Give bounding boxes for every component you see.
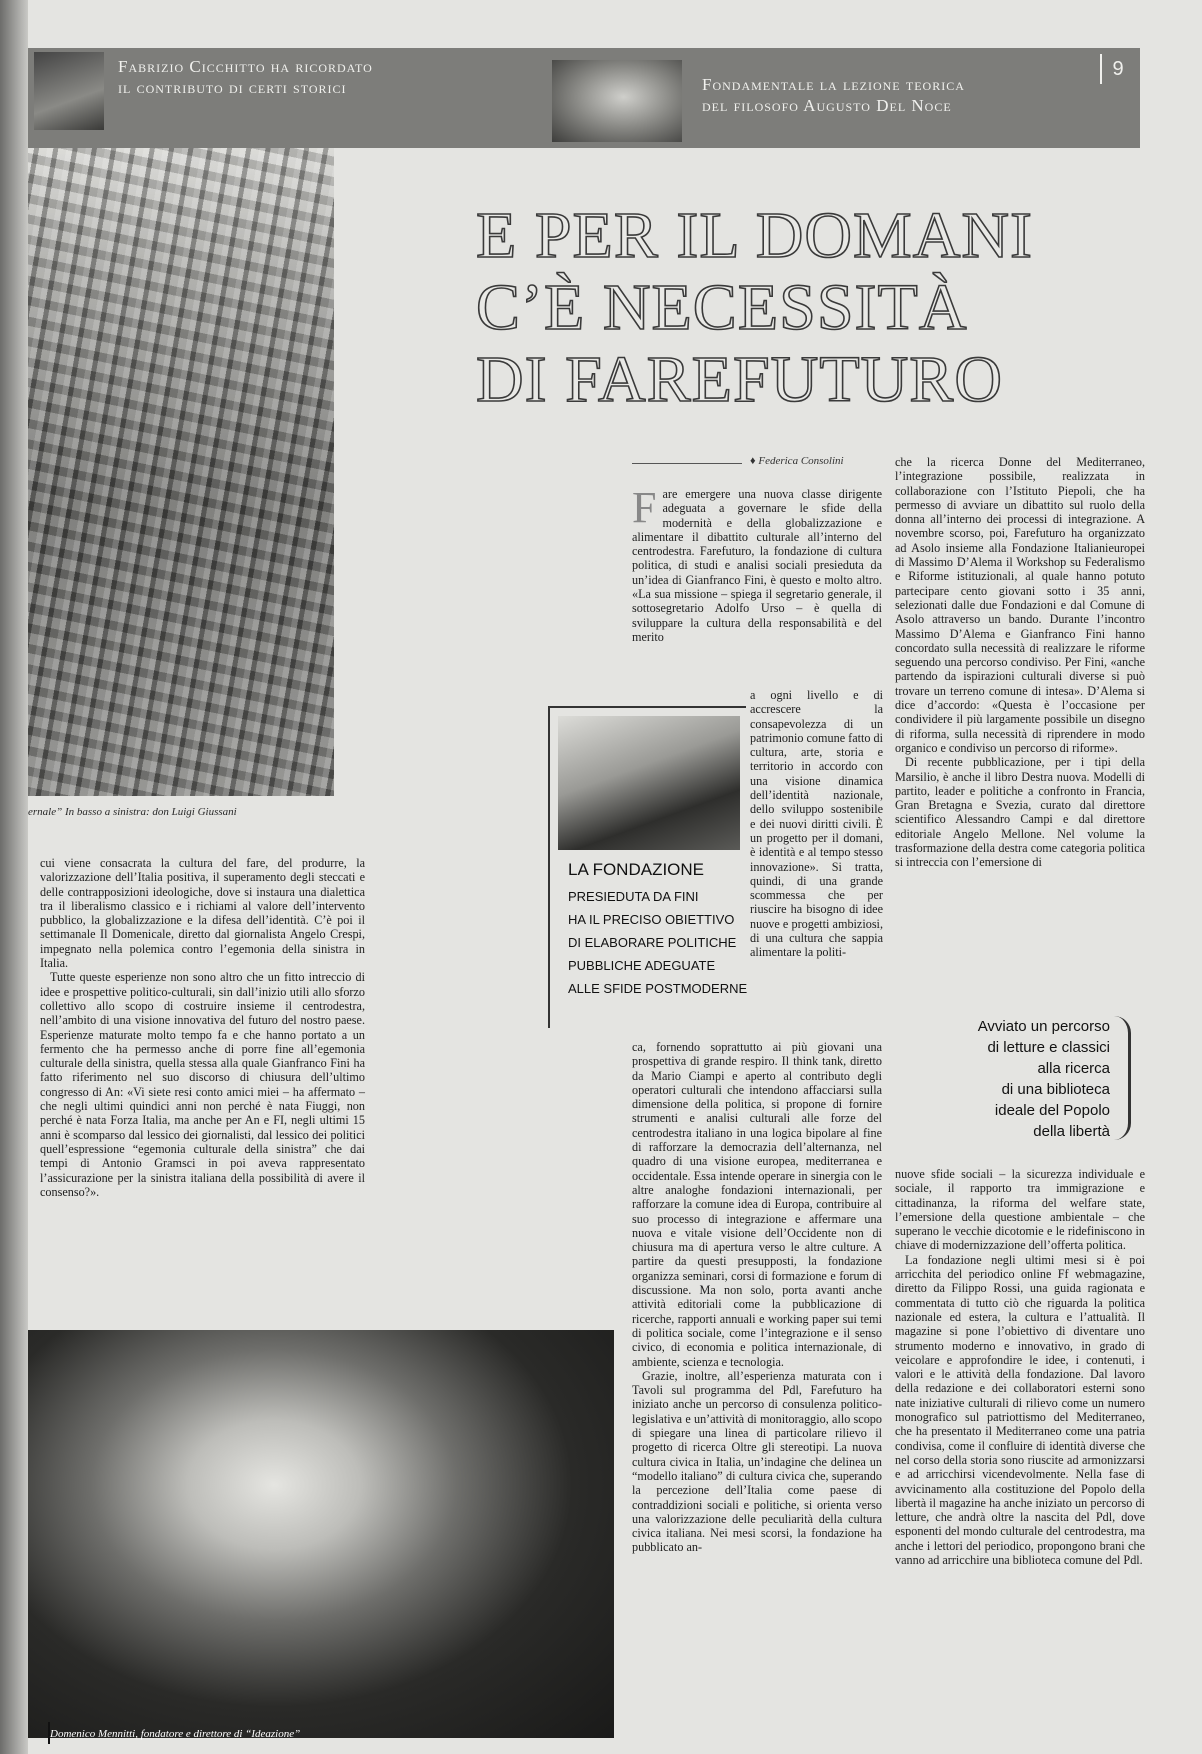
byline-rule xyxy=(632,463,742,464)
column-middle-paragraph: Grazie, inoltre, all’esperienza maturata con i Tavoli sul programma del Pdl, Farefuturo ha iniziato anche un percorso di consulenza politico-legislativa e un’attività di monitoraggio, allo scopo di spiegare una linea di particolare rilievo il progetto di ricerca Oltre gli stereotipi. La nuova cultura civica in Italia, un’indagine che delinea un “modello italiano” di cultura civica che, superando la percezione dell’Italia come paese di contraddizioni sociali e politiche, si orienta verso una valorizzazione delle peculiarità della cultura civica italiana. Nei mesi scorsi, la fondazione ha pubblicato an- xyxy=(632,1368,882,1555)
side-quote-line: della libertà xyxy=(1033,1123,1110,1140)
column-left-paragraph: Tutte queste esperienze non sono altro che un fitto intreccio di idee e prospettive politico-culturali, sin dall’inizio utili allo sforzo collettivo allo scopo di costruire insieme il centrodestra, nell’ambito di una visione innovativa del futuro del nostro paese. Esperienze maturate molto tempo fa e che hanno portato a un fermento che ha permesso anche di porre fine all’egemonia culturale della sinistra, quella stessa alla quale Gianfranco Fini ha fatto riferimento nel suo discorso di chiusura dell’ultimo congresso di An: «Vi siete resi conto amici miei – ha affermato – che negli ultimi quindici anni non perché è nata Fiuggi, non perché è nata Forza Italia, ma anche per An e FI, negli ultimi 15 anni è scomparso dal lessico dei giornalisti, dal lessico dei politici quell’espressione “egemonia culturale della sinistra” che dai tempi di Antonio Gramsci in poi aveva rappresentato l’assicurazione per la sinistra italiana della possibilità di avere il consenso?». xyxy=(40,970,365,1199)
pull-box-body xyxy=(568,885,748,1000)
column-right-paragraph: La fondazione negli ultimi mesi si è poi arricchita del periodico online Ff webmagazine, diretto da Filippo Rossi, una guida ragionata e commentata di tutto ciò che riguarda la politica nazionale ed estera, la cultura e l’attualità. Il magazine si pone l’obiettivo di diventare uno strumento moderno e innovativo, in grado di veicolare e approfondire le idee, i contenuti, i valori e le attività della fondazione. Dal lavoro della redazione e dei collaboratori esterni sono nate iniziative culturali di rilievo come un numero monografico sul patriottismo del Mediterraneo, che ha presentato il Mediterraneo come una patria condivisa, come il confluire di identità diverse che nel corso della storia sono riuscite ad armonizzarsi e ad arricchirsi vicendevolmente. Nella fase di avvicinamento alla costituzione del Popolo della libertà il magazine ha anche iniziato un percorso di letture, che andrà oltre la nascita del Pdl, dove esponenti del mondo culturale del centrodestra, ma anche i lettori del periodico, propongono brani che vanno ad arricchire una biblioteca comune del Pdl. xyxy=(895,1252,1145,1568)
side-quote-bracket xyxy=(1114,1016,1131,1140)
headline-line1: E PER IL DOMANI xyxy=(476,199,1034,272)
page-number: 9 xyxy=(1100,54,1134,84)
column-middle-top-text: are emergere una nuova classe dirigente adeguata a governare le sfide della modernità e della globalizzazione e alimentare il dibattito culturale all’interno del centrodestra. Farefuturo, la fondazione di cultura politica, di studi e analisi sociali presieduta da un’idea di Gianfranco Fini, è questo e molto altro. «La sua missione – spiega il segretario generale, il sottosegretario Adolfo Urso – è quella di sviluppare la cultura della responsabilità e del merito xyxy=(632,487,882,644)
headline-line3: DI FAREFUTURO xyxy=(476,343,1003,416)
portrait-photo xyxy=(28,1330,614,1738)
books-photo xyxy=(28,148,334,796)
kicker-left-line2: il contributo di certi storici xyxy=(118,78,347,97)
column-left xyxy=(40,856,365,1199)
kicker-left-line1: Fabrizio Cicchitto ha ricordato xyxy=(118,57,373,76)
pull-box-line: PUBBLICHE ADEGUATE xyxy=(568,958,716,973)
side-quote-line: ideale del Popolo xyxy=(994,1102,1110,1119)
column-middle-bottom xyxy=(632,1040,882,1555)
pull-box-line: ALLE SFIDE POSTMODERNE xyxy=(568,981,748,996)
byline: ♦ Federica Consolini xyxy=(750,455,844,467)
header-center-photo xyxy=(552,60,682,142)
pull-box-line: HA IL PRECISO OBIETTIVO xyxy=(568,912,735,927)
column-right-bottom xyxy=(895,1167,1145,1567)
pull-box-photo xyxy=(558,716,740,850)
kicker-left xyxy=(118,56,373,98)
headline xyxy=(476,200,1156,416)
column-middle-paragraph: ca, fornendo soprattutto ai più giovani una prospettiva di grande respiro. Il think tank, diretto da Mario Ciampi e aperto al contributo degli operatori culturali che intendono affacciarsi sulla dimensione della politica, si propone di fornire strumenti e analisi culturali alle forze del centrodestra italiano in una logica bipolare al fine di rafforzare la democrazia dell’alternanza, nel quadro di una visione europea, mediterranea e occidentale. Essa intende operare in sinergia con le altre analoghe fondazioni internazionali, per rafforzare la comune idea di Europa, contribuire al suo processo di integrazione e affermare una nuova e vitale visione dell’Occidente non di chiusura ma di apertura verso le altre culture. A partire da questi presupposti, la fondazione organizza seminari, corsi di formazione e forum di discussione. Ma non solo, porta avanti anche attività editoriali come la pubblicazione di ricerche, rapporti annuali e working paper sui temi di politica sociale, come l’integrazione e il senso civico, di economia e politica internazionale, di ambiente, scienza e tecnologia. xyxy=(632,1040,882,1369)
portrait-photo-caption: Domenico Mennitti, fondatore e direttore di “Ideazione” xyxy=(50,1728,301,1740)
kicker-right xyxy=(702,74,965,116)
side-quote-line: di letture e classici xyxy=(987,1039,1110,1056)
header-left-photo xyxy=(34,52,104,130)
column-right-paragraph: nuove sfide sociali – la sicurezza individuale e sociale, il rapporto tra immigrazione e cittadinanza, la riforma del welfare state, l’emersione della questione ambientale – che superano le vecchie dicotomie e le ridefiniscono in chiave di modernizzazione dell’offerta politica. xyxy=(895,1167,1145,1253)
drop-cap: F xyxy=(632,483,657,532)
page-binding-shadow xyxy=(0,0,28,1754)
books-photo-caption: ernale” In basso a sinistra: don Luigi Giussani xyxy=(28,806,237,818)
column-left-paragraph: cui viene consacrata la cultura del fare, del produrre, la valorizzazione dell’Italia positiva, il superamento degli steccati e delle contrapposizioni ideologiche, dove si instaura una dialettica tra il liberalismo classico e i richiami al valore dell’intervento pubblico, la globalizzazione e la difesa dell’identità. C’è poi il settimanale Il Domenicale, diretto dal giornalista Angelo Crespi, impegnato nella polemica contro l’egemonia della sinistra in Italia. xyxy=(40,856,365,971)
column-middle-beside-box xyxy=(750,688,883,960)
column-right-paragraph: che la ricerca Donne del Mediterraneo, l’integrazione possibile, realizzata in collaborazione con l’Istituto Piepoli, che ha permesso di avviare un dibattito sul ruolo della donna all’interno dei processi di integrazione. A novembre scorso, poi, Farefuturo ha organizzato ad Asolo insieme alla Fondazione Italianieuropei di Massimo D’Alema il Workshop su Federalismo e Riforme istituzionali, al quale hanno potuto partecipare cento giovani sotto i 35 anni, selezionati dalle due Fondazioni e dal Comune di Asolo attraverso un bando. Durante l’incontro Massimo D’Alema e Gianfranco Fini hanno concordato sulla necessità di realizzare le riforme seguendo una percorso condiviso. Per Fini, «anche partendo da ispirazioni culturali diverse si può trovare un terreno comune di intesa». D’Alema si dice d’accordo: «Questa è l’occasione per condividere il più largamente possibile un disegno di riforma, sulla necessità di riprendere in modo organico e condiviso un percorso di riforme». xyxy=(895,455,1145,755)
headline-line2: C’È NECESSITÀ xyxy=(476,271,968,344)
pull-box-title: LA FONDAZIONE xyxy=(568,860,705,879)
column-right-paragraph: Di recente pubblicazione, per i tipi della Marsilio, è anche il libro Destra nuova. Modelli di partito, leader e politiche a confronto in Francia, Gran Bretagna e Svezia, curato dal direttore scientifico Alessandro Campi e dal direttore editoriale Angelo Mellone. Nel volume la trasformazione della destra come categoria politica si intreccia con l’emersione di xyxy=(895,755,1145,870)
column-right-top xyxy=(895,455,1145,870)
kicker-right-line1: Fondamentale la lezione teorica xyxy=(702,75,965,94)
side-quote xyxy=(940,1016,1110,1142)
pull-box-line: PRESIEDUTA DA FINI xyxy=(568,889,699,904)
column-middle-top xyxy=(632,483,882,644)
side-quote-line: Avviato un percorso xyxy=(977,1018,1110,1035)
side-quote-line: alla ricerca xyxy=(1037,1060,1110,1077)
side-quote-line: di una biblioteca xyxy=(1001,1081,1110,1098)
pull-box-line: DI ELABORARE POLITICHE xyxy=(568,935,737,950)
column-middle-beside-box-text: a ogni livello e di accrescere la consapevolezza di un patrimonio comune fatto di cultura, arte, storia e territorio in accordo con una visione dinamica dell’identità nazionale, dello sviluppo sostenibile e dei nuovi diritti civili. È un progetto per il domani, è identità e al tempo stesso innovazione». Si tratta, quindi, di una grande scommessa che per riuscire ha bisogno di idee nuove e progetti ambiziosi, di una cultura che sappia alimentare la politi- xyxy=(750,688,884,960)
kicker-right-line2: del filosofo Augusto Del Noce xyxy=(702,96,952,115)
